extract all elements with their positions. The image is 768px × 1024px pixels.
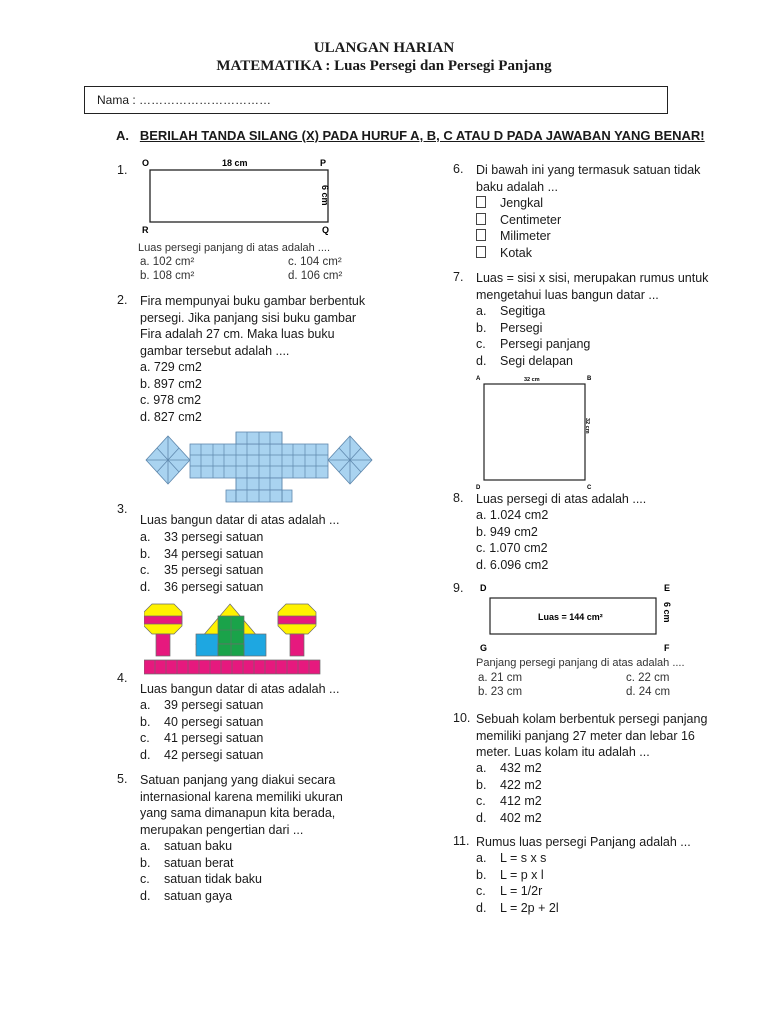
q1-label-p: P	[320, 158, 327, 168]
q7-option-d[interactable]: d. Segi delapan	[476, 353, 573, 368]
q10-options	[476, 760, 542, 826]
q2-option-d[interactable]: d. 827 cm2	[140, 409, 202, 424]
q8-option-d[interactable]: d. 6.096 cm2	[476, 557, 549, 572]
q9-option-b[interactable]: b. 23 cm	[478, 686, 523, 698]
q8-option-b[interactable]: b. 949 cm2	[476, 524, 538, 539]
q6-options	[476, 195, 561, 261]
q4-option-c[interactable]: c. 41 persegi satuan	[140, 731, 264, 745]
q8-number: 8.	[453, 491, 464, 505]
q4-option-a[interactable]: a. 39 persegi satuan	[140, 698, 264, 712]
q1-options	[140, 256, 398, 282]
q11-question: Rumus luas persegi Panjang adalah ...	[476, 835, 691, 849]
q1-label-side: 6 cm	[320, 185, 330, 206]
section-instruction	[116, 128, 705, 143]
q9-label-f: F	[664, 643, 670, 653]
q2-line: Fira adalah 27 cm. Maka luas buku	[140, 327, 335, 341]
q3-option-b[interactable]: b. 34 persegi satuan	[140, 546, 264, 561]
q6-line: baku adalah ...	[476, 179, 559, 194]
q8-option-a[interactable]: a. 1.024 cm2	[476, 508, 549, 522]
q1-option-d[interactable]: d. 106 cm²	[288, 270, 343, 282]
q7-option-c[interactable]: c. Persegi panjang	[476, 337, 591, 351]
q8-options	[476, 507, 548, 573]
q7-label-top: 32 cm	[524, 377, 540, 383]
q1-number: 1.	[117, 163, 128, 177]
q5-option-d[interactable]: d. satuan gaya	[140, 888, 233, 903]
q5-line: Satuan panjang yang diakui secara	[140, 773, 336, 787]
q7-line: Luas = sisi x sisi, merupakan rumus untuk	[476, 271, 709, 285]
q11-number: 11.	[453, 834, 470, 848]
q10-line: memiliki panjang 27 meter dan lebar 16	[476, 728, 695, 743]
q8-option-c[interactable]: c. 1.070 cm2	[476, 541, 548, 555]
q1-label-q: Q	[322, 225, 330, 235]
section-text: BERILAH TANDA SILANG (X) PADA HURUF A, B, C ATAU D PADA JAWABAN YANG BENAR!	[139, 128, 705, 143]
q10-number: 10.	[453, 711, 471, 725]
q10-question	[476, 711, 746, 761]
q1-rectangle-figure	[138, 155, 338, 237]
q5-option-b[interactable]: b. satuan berat	[140, 855, 234, 870]
q2-option-b[interactable]: b. 897 cm2	[140, 376, 202, 391]
q10-option-d[interactable]: d. 402 m2	[476, 810, 542, 825]
q4-options	[140, 697, 263, 763]
q2-number: 2.	[117, 293, 128, 307]
q5-line: internasional karena memiliki ukuran	[140, 789, 343, 804]
q2-line: gambar tersebut adalah ....	[140, 343, 290, 358]
q7-option-b[interactable]: b. Persegi	[476, 320, 543, 335]
q3-option-d[interactable]: d. 36 persegi satuan	[140, 579, 264, 594]
q6-number: 6.	[453, 162, 464, 176]
q7-label-c: C	[587, 485, 592, 490]
q7-square-figure	[472, 372, 602, 490]
q6-question	[476, 162, 736, 195]
q7-question	[476, 270, 746, 303]
q11-option-b[interactable]: b. L = p x l	[476, 867, 544, 882]
q3-option-a[interactable]: a. 33 persegi satuan	[140, 530, 264, 544]
q6-option-2[interactable]: Centimeter	[476, 212, 561, 229]
q2-option-a[interactable]: a. 729 cm2	[140, 360, 202, 374]
checkbox-icon[interactable]	[476, 246, 486, 258]
q5-options	[140, 838, 262, 904]
q9-label-d: D	[480, 583, 487, 593]
q6-line: Di bawah ini yang termasuk satuan tidak	[476, 163, 701, 177]
q9-label-side: 6 cm	[662, 602, 672, 623]
q1-label-r: R	[142, 225, 149, 235]
q2-option-c[interactable]: c. 978 cm2	[140, 393, 202, 407]
checkbox-icon[interactable]	[476, 196, 486, 208]
q4-number: 4.	[117, 671, 128, 685]
q5-option-a[interactable]: a. satuan baku	[140, 839, 233, 853]
q1-option-c[interactable]: c. 104 cm²	[288, 256, 342, 268]
q9-label-g: G	[480, 643, 488, 653]
q10-option-a[interactable]: a. 432 m2	[476, 761, 542, 775]
q7-option-a[interactable]: a. Segitiga	[476, 304, 546, 318]
checkbox-icon[interactable]	[476, 229, 486, 241]
q8-question: Luas persegi di atas adalah ....	[476, 492, 647, 506]
q2-line: Fira mempunyai buku gambar berbentuk	[140, 294, 366, 308]
q9-option-c[interactable]: c. 22 cm	[626, 672, 670, 684]
q7-label-d: D	[476, 485, 481, 490]
q5-option-c[interactable]: c. satuan tidak baku	[140, 872, 262, 886]
q3-options	[140, 529, 263, 595]
q10-option-b[interactable]: b. 422 m2	[476, 777, 542, 792]
q10-option-c[interactable]: c. 412 m2	[476, 794, 542, 808]
q11-options	[476, 850, 559, 916]
page-subtitle: MATEMATIKA : Luas Persegi dan Persegi Panjang	[216, 58, 552, 74]
q4-colored-blocks-figure	[144, 602, 334, 678]
q10-line: meter. Luas kolam itu adalah ...	[476, 745, 650, 759]
q5-number: 5.	[117, 772, 128, 786]
name-field[interactable]: Nama : ……………………………	[84, 86, 668, 114]
q6-option-4[interactable]: Kotak	[476, 245, 561, 262]
q7-options	[476, 303, 590, 369]
q7-number: 7.	[453, 270, 464, 284]
q7-label-side: 32 cm	[584, 418, 590, 434]
q5-question	[140, 772, 400, 838]
q1-question: Luas persegi panjang di atas adalah ....	[138, 242, 331, 254]
q1-option-b[interactable]: b. 108 cm²	[140, 270, 195, 282]
q1-label-o: O	[142, 158, 150, 168]
q6-option-3[interactable]: Milimeter	[476, 228, 561, 245]
q9-option-d[interactable]: d. 24 cm	[626, 686, 671, 698]
q9-label-inner: Luas = 144 cm²	[538, 612, 603, 622]
q2-question	[140, 293, 400, 425]
q9-question: Panjang persegi panjang di atas adalah ....	[476, 657, 685, 669]
q6-option-1[interactable]: Jengkal	[476, 195, 561, 212]
q7-label-b: B	[587, 376, 592, 382]
q9-label-e: E	[664, 583, 671, 593]
q7-line: mengetahui luas bangun datar ...	[476, 287, 659, 302]
q3-grid-shape-figure	[144, 430, 376, 508]
q4-question: Luas bangun datar di atas adalah ...	[140, 682, 340, 696]
q3-number: 3.	[117, 502, 128, 516]
q11-option-d[interactable]: d. L = 2p + 2l	[476, 900, 559, 915]
page-title: ULANGAN HARIAN	[313, 40, 455, 56]
q10-line: Sebuah kolam berbentuk persegi panjang	[476, 712, 708, 726]
q9-rectangle-figure	[474, 580, 684, 654]
q2-line: persegi. Jika panjang sisi buku gambar	[140, 310, 357, 325]
q3-option-c[interactable]: c. 35 persegi satuan	[140, 563, 264, 577]
q4-option-b[interactable]: b. 40 persegi satuan	[140, 714, 264, 729]
checkbox-icon[interactable]	[476, 213, 486, 225]
q5-line: yang sama dimanapun kita berada,	[140, 806, 336, 820]
q9-options	[478, 672, 736, 698]
q3-question: Luas bangun datar di atas adalah ...	[140, 513, 340, 527]
q5-line: merupakan pengertian dari ...	[140, 822, 304, 837]
section-letter: A.	[116, 128, 129, 143]
q11-option-c[interactable]: c. L = 1/2r	[476, 884, 543, 898]
q1-label-top: 18 cm	[222, 158, 248, 168]
q4-option-d[interactable]: d. 42 persegi satuan	[140, 747, 264, 762]
q7-label-a: A	[476, 376, 481, 382]
q11-option-a[interactable]: a. L = s x s	[476, 851, 547, 865]
q9-number: 9.	[453, 581, 464, 595]
q1-option-a[interactable]: a. 102 cm²	[140, 256, 195, 268]
q9-option-a[interactable]: a. 21 cm	[478, 672, 523, 684]
